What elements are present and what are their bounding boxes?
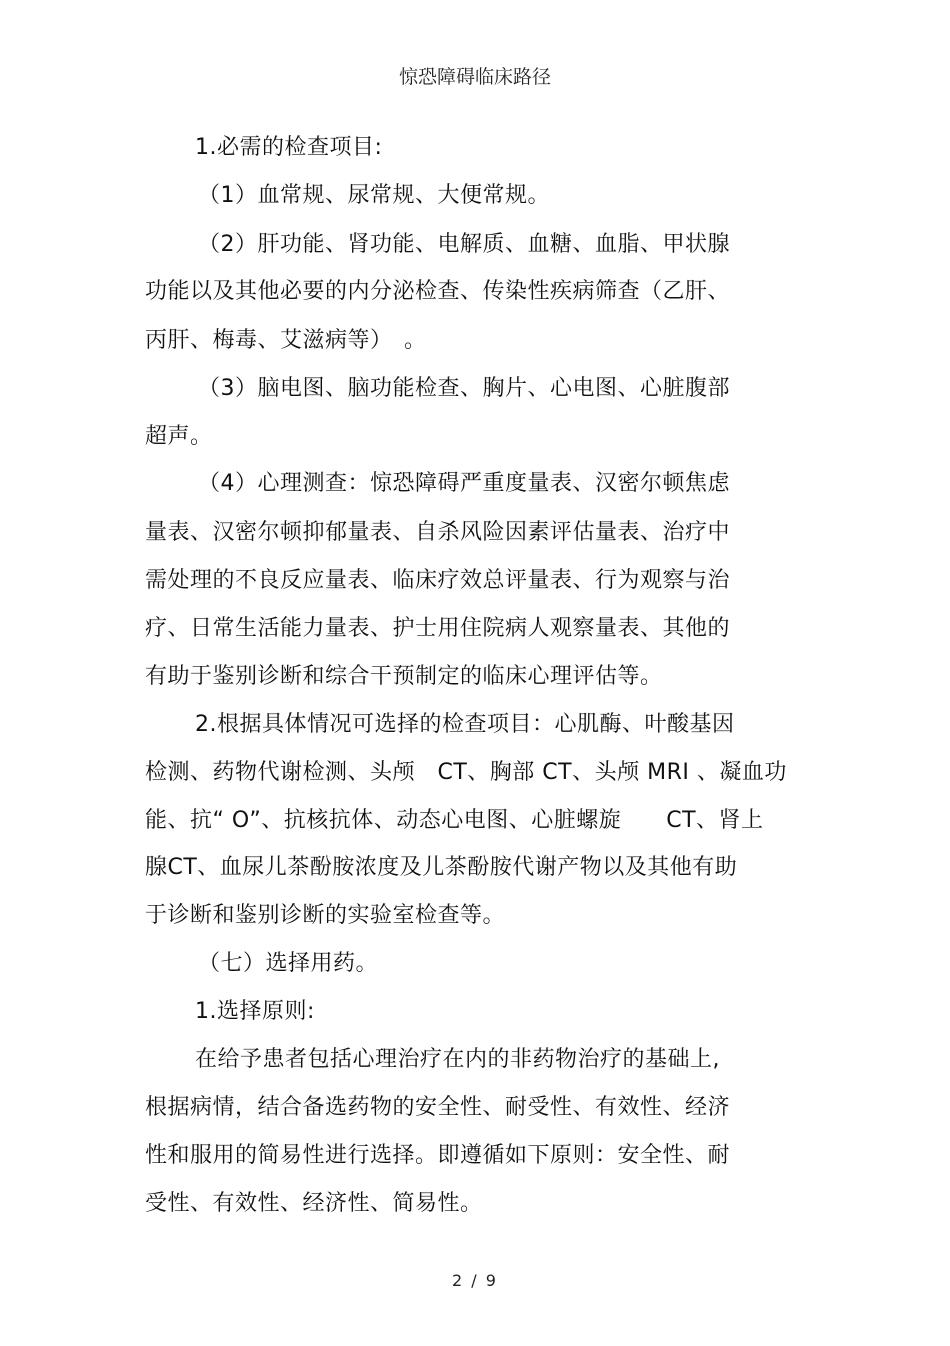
text-line: 能、抗“ O”、抗核抗体、动态心电图、心脏螺旋 CT、肾上 xyxy=(145,808,764,833)
text-line: 2.根据具体情况可选择的检查项目：心肌酶、叶酸基因 xyxy=(195,712,735,737)
text-line: 1.选择原则: xyxy=(195,999,315,1024)
text-line: 需处理的不良反应量表、临床疗效总评量表、行为观察与治 xyxy=(145,568,731,593)
text-line: 功能以及其他必要的内分泌检查、传染性疾病筛查（乙肝、 xyxy=(145,279,731,304)
text-line: 1.必需的检查项目: xyxy=(195,135,383,160)
text-line: 量表、汉密尔顿抑郁量表、自杀风险因素评估量表、治疗中 xyxy=(145,520,731,545)
text-line: 检测、药物代谢检测、头颅 CT、胸部 CT、头颅 MRI 、凝血功 xyxy=(145,760,787,785)
text-line: （3）脑电图、脑功能检查、胸片、心电图、心脏腹部 xyxy=(198,376,730,401)
text-line: 疗、日常生活能力量表、护士用住院病人观察量表、其他的 xyxy=(145,616,731,641)
text-line: 根据病情，结合备选药物的安全性、耐受性、有效性、经济 xyxy=(145,1095,731,1120)
page-title: 惊恐障碍临床路径 xyxy=(398,66,551,88)
text-line: 有助于鉴别诊断和综合干预制定的临床心理评估等。 xyxy=(145,664,663,689)
text-line: 受性、有效性、经济性、简易性。 xyxy=(145,1191,483,1216)
text-line: （1）血常规、尿常规、大便常规。 xyxy=(198,183,550,208)
text-line: 丙肝、梅毒、艾滋病等） 。 xyxy=(145,328,427,353)
text-line: 腺CT、血尿儿茶酚胺浓度及儿茶酚胺代谢产物以及其他有助 xyxy=(145,855,738,880)
page-number: 2 / 9 xyxy=(452,1271,498,1290)
text-line: 性和服用的简易性进行选择。即遵循如下原则：安全性、耐 xyxy=(145,1143,731,1168)
section-heading: （七）选择用药。 xyxy=(198,951,379,976)
text-line: 在给予患者包括心理治疗在内的非药物治疗的基础上, xyxy=(195,1047,720,1072)
text-line: 超声。 xyxy=(145,424,213,449)
text-line: （4）心理测查：惊恐障碍严重度量表、汉密尔顿焦虑 xyxy=(198,471,730,496)
text-line: （2）肝功能、肾功能、电解质、血糖、血脂、甲状腺 xyxy=(198,232,730,257)
text-line: 于诊断和鉴别诊断的实验室检查等。 xyxy=(145,903,506,928)
